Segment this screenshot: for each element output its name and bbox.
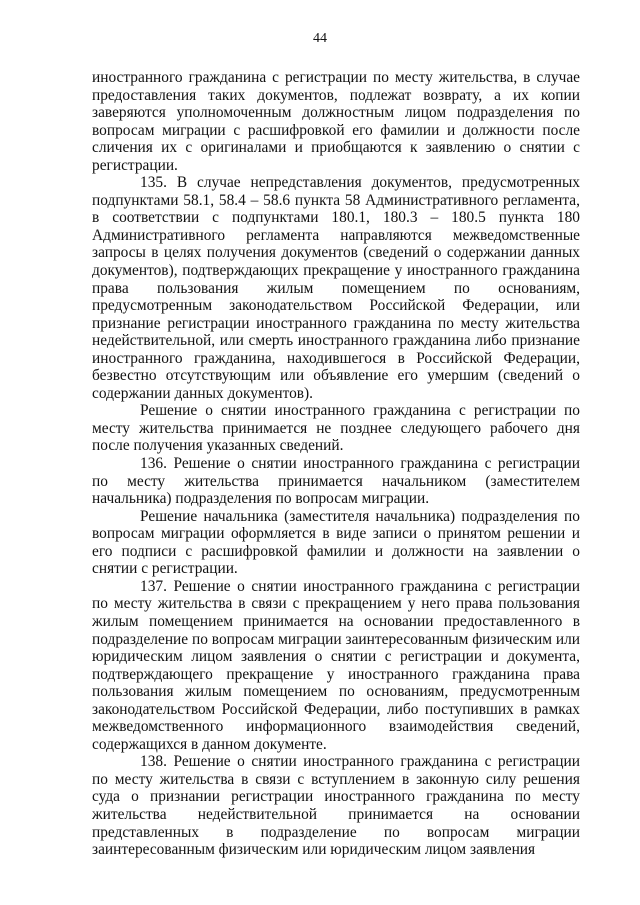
paragraph-continuation: иностранного гражданина с регистрации по месту жительства, в случае предоставления таких документов, подлежат возврату, а их копии заверяются уполномоченным должностным лицом подразделения по вопросам миграции с расшифровкой его фамилии и должности после сличения их с оригиналами и приобщаются к заявлению о снятии с регистрации.	[92, 69, 580, 174]
paragraph-137: 137. Решение о снятии иностранного гражданина с регистрации по месту жительства в связи с прекращением у него права пользования жилым помещением принимается на основании предоставленного в подразделение по вопросам миграции заинтересованным физическим или юридическим лицом заявления о снятии с регистрации и документа, подтверждающего прекращение у иностранного гражданина права пользования жилым помещением по основаниям, предусмотренным законодательством Российской Федерации, либо поступивших в рамках межведомственного информационного взаимодействия сведений, содержащихся в данном документе.	[92, 577, 580, 753]
document-body	[92, 69, 580, 859]
paragraph-136-record: Решение начальника (заместителя начальника) подразделения по вопросам миграции оформляется в виде записи о принятом решении и его подписи с расшифровкой фамилии и должности на заявлении о снятии с регистрации.	[92, 507, 580, 578]
paragraph-135: 135. В случае непредставления документов, предусмотренных подпунктами 58.1, 58.4 – 58.6 пункта 58 Административного регламента, в соответствии с подпунктами 180.1, 180.3 – 180.5 пункта 180 Административного регламента направляются межведомственные запросы в целях получения документов (сведений о содержании данных документов), подтверждающих прекращение у иностранного гражданина права пользования жилым помещением по основаниям, предусмотренным законодательством Российской Федерации, или признание регистрации иностранного гражданина по месту жительства недействительной, или смерть иностранного гражданина либо признание иностранного гражданина, находившегося в Российской Федерации, безвестно отсутствующим или объявление его умершим (сведений о содержании данных документов).	[92, 174, 580, 402]
paragraph-135-decision: Решение о снятии иностранного гражданина с регистрации по месту жительства принимается не позднее следующего рабочего дня после получения указанных сведений.	[92, 402, 580, 455]
page-number: 44	[313, 31, 327, 46]
paragraph-138: 138. Решение о снятии иностранного гражданина с регистрации по месту жительства в связи с вступлением в законную силу решения суда о признании регистрации иностранного гражданина по месту жительства недействительной принимается на основании представленных в подразделение по вопросам миграции заинтересованным физическим или юридическим лицом заявления	[92, 753, 580, 859]
paragraph-136: 136. Решение о снятии иностранного гражданина с регистрации по месту жительства принимается начальником (заместителем начальника) подразделения по вопросам миграции.	[92, 455, 580, 508]
